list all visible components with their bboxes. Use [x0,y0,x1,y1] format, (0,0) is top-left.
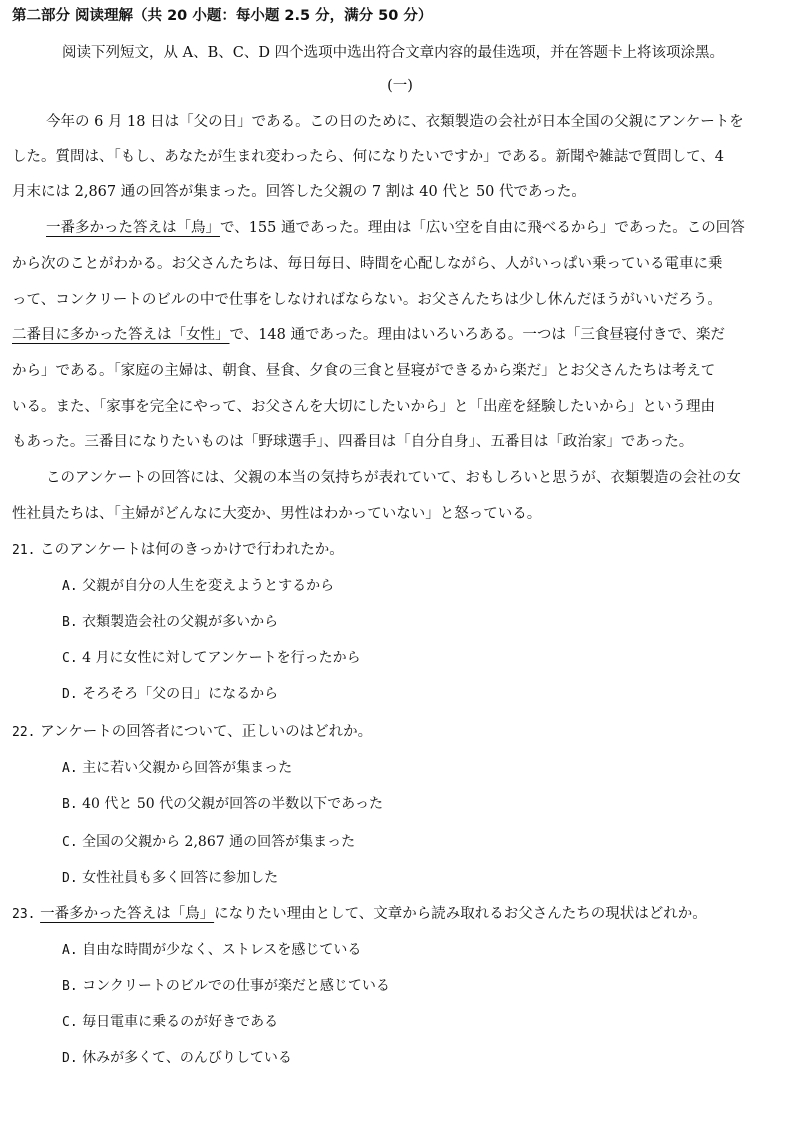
question-stem [12,722,800,743]
option-a[interactable] [62,758,800,779]
option-letter: B. [62,615,78,630]
option-text: そろそろ「父の日」になるから [82,686,279,702]
passage-line: 月末には 2,867 通の回答が集まった。回答した父親の 7 割は 40 代と 50 代であった。 [12,184,586,200]
underlined-phrase-woman: 二番目に多かった答えは「女性」 [12,327,230,343]
question-number: 23. [12,907,36,922]
question-text: アンケートの回答者について、正しいのはどれか。 [40,724,373,740]
passage-line-text: で、155 通であった。理由は「広い空を自由に飛べるから」であった。この回答 [220,220,745,236]
option-text: 父親が自分の人生を変えようとするから [82,578,335,594]
passage-line: もあった。三番目になりたいものは「野球選手」、四番目は「自分自身」、五番目は「政治家」であった。 [12,434,694,450]
underlined-phrase-bird: 一番多かった答えは「鳥」 [40,906,215,922]
option-text: 40 代と 50 代の父親が回答の半数以下であった [82,796,383,812]
option-d[interactable] [62,868,800,889]
question-number: 22. [12,725,36,740]
option-text: 女性社員も多く回答に参加した [82,870,279,886]
option-letter: D. [62,871,78,886]
question-number: 21. [12,543,36,558]
passage-line: 今年の 6 月 18 日は「父の日」である。この日のために、衣類製造の会社が日本全国の父親にアンケートを [46,114,744,130]
option-d[interactable] [62,1048,800,1069]
passage-line: って、コンクリートのビルの中で仕事をしなければならない。お父さんたちは少し休んだほうがいいだろう。 [12,292,722,308]
passage-number: (一) [387,78,413,94]
passage-line: 性社員たちは、「主婦がどんなに大変か、男性はわかっていない」と怒っている。 [12,506,542,522]
passage-line: いる。また、「家事を完全にやって、お父さんを大切にしたいから」と「出産を経験したいから」という理由 [12,399,715,415]
option-letter: D. [62,687,78,702]
option-letter: C. [62,1015,78,1030]
option-c[interactable] [62,648,800,669]
option-b[interactable] [62,612,800,633]
option-d[interactable] [62,684,800,705]
question-text: になりたい理由として、文章から読み取れるお父さんたちの現状はどれか。 [214,906,707,922]
option-letter: A. [62,579,78,594]
instruction-text: 阅读下列短文，从 A、B、C、D 四个选项中选出符合文章内容的最佳选项，并在答题卡上将该项涂黑。 [62,45,725,61]
passage-line [12,325,800,345]
option-text: 主に若い父親から回答が集まった [82,760,293,776]
option-text: 衣類製造会社の父親が多いから [82,614,279,630]
passage-line: から」である。「家庭の主婦は、朝食、昼食、夕食の三食と昼寝ができるから楽だ」とお父さんたちは考えて [12,363,716,379]
option-letter: B. [62,979,78,994]
option-c[interactable] [62,1012,800,1033]
option-letter: B. [62,797,78,812]
option-text: コンクリートのビルでの仕事が楽だと感じている [82,978,390,994]
question-stem [12,904,800,925]
option-letter: D. [62,1051,78,1066]
option-text: 4 月に女性に対してアンケートを行ったから [82,650,361,666]
option-letter: C. [62,835,78,850]
passage-line-text: で、148 通であった。理由はいろいろある。一つは「三食昼寝付きで、楽だ [229,327,726,343]
option-c[interactable] [62,832,800,853]
option-b[interactable] [62,794,800,815]
option-text: 自由な時間が少なく、ストレスを感じている [82,942,362,958]
option-a[interactable] [62,576,800,597]
option-a[interactable] [62,940,800,961]
option-text: 全国の父親から 2,867 通の回答が集まった [82,834,356,850]
passage-line: から次のことがわかる。お父さんたちは、毎日毎日、時間を心配しながら、人がいっぱい乗っている電車に乗 [12,256,723,272]
passage-line: した。質問は、「もし、あなたが生まれ変わったら、何になりたいですか」である。新聞や雑誌で質問して、4 [12,149,725,165]
question-stem [12,540,800,561]
option-letter: C. [62,651,78,666]
option-letter: A. [62,761,78,776]
option-letter: A. [62,943,78,958]
option-text: 休みが多くて、のんびりしている [82,1050,292,1066]
section-title: 第二部分 阅读理解（共 20 小题：每小题 2.5 分，满分 50 分） [12,8,433,24]
question-text: このアンケートは何のきっかけで行われたか。 [40,542,344,558]
option-text: 毎日電車に乗るのが好きである [82,1014,279,1030]
underlined-phrase-bird: 一番多かった答えは「鳥」 [46,220,220,236]
passage-line [46,218,800,238]
passage-line: このアンケートの回答には、父親の本当の気持ちが表れていて、おもしろいと思うが、衣類製造の会社の女 [46,470,741,486]
option-b[interactable] [62,976,800,997]
